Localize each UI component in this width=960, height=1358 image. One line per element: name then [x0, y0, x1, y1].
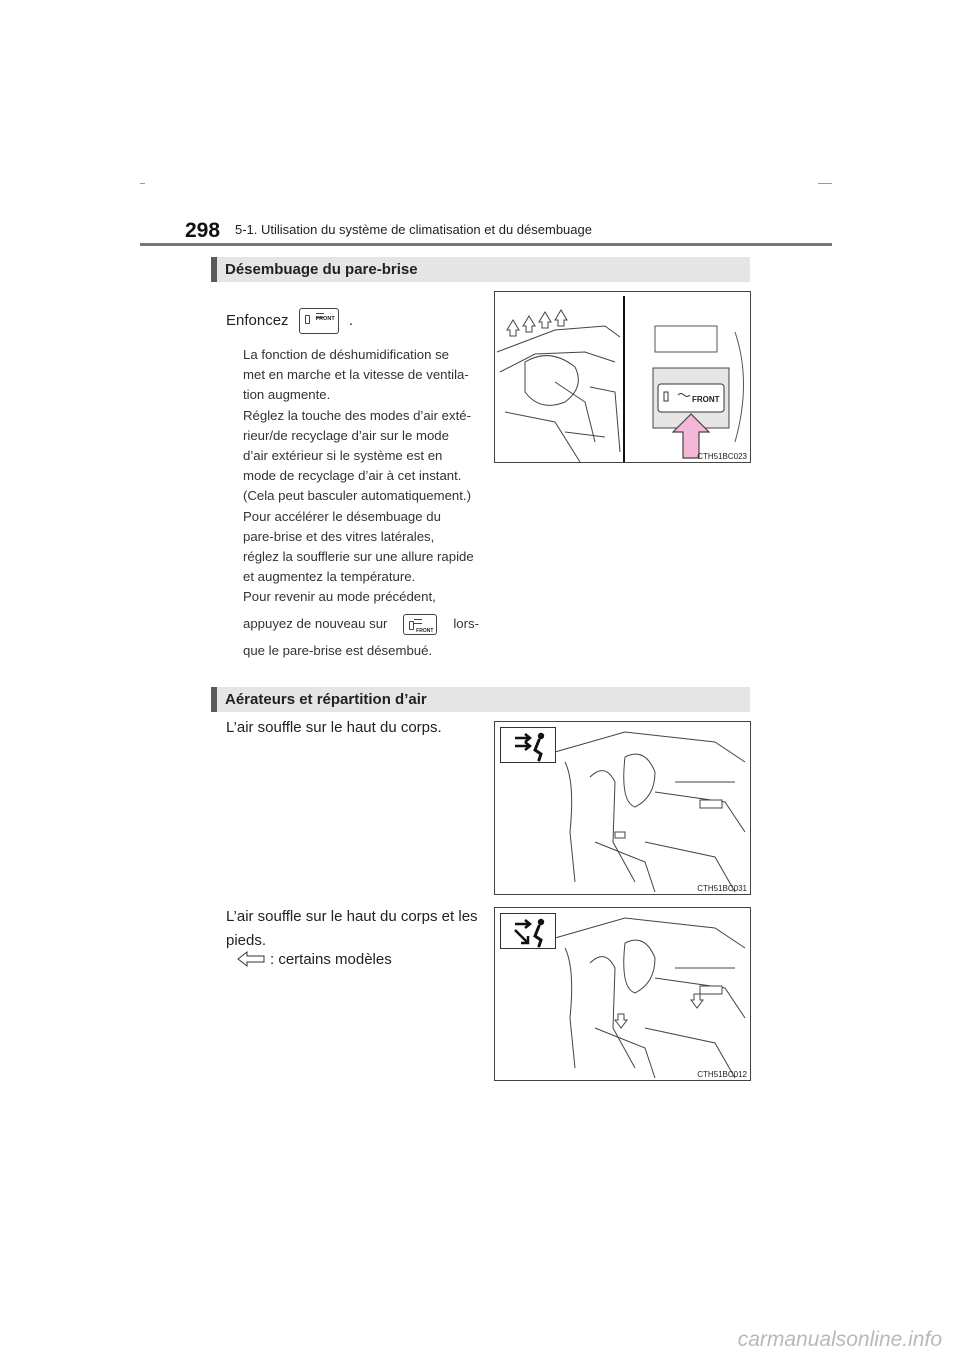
instruction-prefix: Enfoncez: [226, 311, 289, 329]
figure-code: CTH51BC012: [697, 1070, 747, 1079]
front-defog-button-icon: [299, 308, 339, 334]
left-arrow-icon: [236, 950, 266, 968]
front-button-label: FRONT: [416, 627, 434, 634]
return-last: que le pare-brise est désembué.: [243, 642, 433, 658]
figure-code: CTH51BC023: [697, 452, 747, 461]
description-line: (Cela peut basculer automatiquement.): [243, 488, 471, 504]
description-line: tion augmente.: [243, 387, 331, 403]
figure-windshield-defog: [494, 291, 751, 463]
certain-models-note: [236, 950, 392, 968]
description-line: La fonction de déshumidification se: [243, 347, 450, 362]
watermark-text: carmanualsonline.info: [737, 1328, 942, 1351]
item1-text: L’air souffle sur le haut du corps.: [226, 719, 442, 736]
description-line: Réglez la touche des modes d’air exté-: [243, 407, 471, 423]
description-line: d’air extérieur si le système est en: [243, 448, 443, 464]
front-defog-button-icon: [403, 614, 437, 635]
chapter-title: 5-1. Utilisation du système de climatisation et du désembuage: [235, 222, 592, 237]
description-line: Pour accélérer le désembuage du: [243, 508, 441, 524]
figure-upper-body-airflow: [494, 721, 751, 895]
figure-code: CTH51BC031: [697, 884, 747, 893]
instruction-press: [226, 308, 353, 334]
description-line: rieur/de recyclage d’air sur le mode: [243, 427, 449, 443]
description-line: met en marche et la vitesse de ventila-: [243, 367, 469, 383]
description-line: pare-brise et des vitres latérales,: [243, 528, 435, 544]
header-rule: [140, 243, 832, 246]
return-prefix: appuyez de nouveau sur: [243, 616, 388, 632]
note-text: : certains modèles: [270, 950, 392, 968]
description-line: mode de recyclage d’air à cet instant.: [243, 468, 462, 484]
cabin-illustration: [495, 908, 751, 1081]
instruction-suffix: .: [348, 311, 354, 329]
crop-mark: [140, 183, 145, 184]
description-line: Pour revenir au mode précédent,: [243, 589, 436, 605]
cabin-illustration: [495, 722, 751, 895]
item2-line2: pieds.: [226, 932, 267, 949]
section-heading-defog: Désembuage du pare-brise: [211, 257, 750, 282]
front-button-label: FRONT: [315, 316, 335, 322]
description-line: réglez la soufflerie sur une allure rapide: [243, 549, 474, 565]
return-suffix: lors-: [453, 616, 479, 632]
item2-line1: L’air souffle sur le haut du corps et les: [226, 908, 478, 925]
figure-button-label: FRONT: [692, 395, 720, 404]
item2-text: [226, 905, 478, 953]
defog-description: [243, 345, 479, 661]
figure-upper-body-feet-airflow: [494, 907, 751, 1081]
section-heading-vents: Aérateurs et répartition d’air: [211, 687, 750, 712]
crop-mark: [818, 183, 832, 184]
dashboard-illustration: [495, 292, 751, 463]
page-number: 298: [185, 219, 221, 242]
return-line: [243, 614, 479, 635]
description-line: et augmentez la température.: [243, 569, 416, 585]
